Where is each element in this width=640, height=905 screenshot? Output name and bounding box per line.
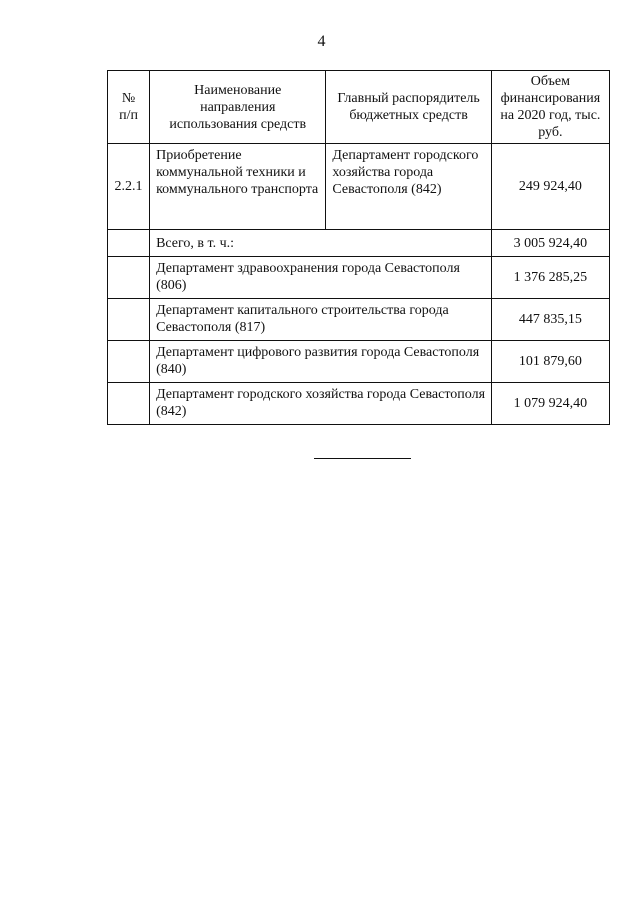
header-funding-amount: Объем финансирования на 2020 год, тыс. руб.	[491, 71, 609, 144]
department-label: Департамент цифрового развития города Севастополя (840)	[150, 341, 492, 383]
department-label: Департамент здравоохранения города Севастополя (806)	[150, 257, 492, 299]
department-amount: 1 079 924,40	[491, 383, 609, 425]
row-budget-manager: Департамент городского хозяйства города Севастополя (842)	[326, 144, 491, 230]
department-amount: 1 376 285,25	[491, 257, 609, 299]
header-num: № п/п	[108, 71, 150, 144]
empty-num-cell	[108, 341, 150, 383]
row-amount: 249 924,40	[491, 144, 609, 230]
header-budget-manager: Главный распорядитель бюджетных средств	[326, 71, 491, 144]
empty-num-cell	[108, 383, 150, 425]
total-label: Всего, в т. ч.:	[150, 230, 492, 257]
department-row	[108, 299, 610, 341]
header-direction: Наименование направления использования средств	[150, 71, 326, 144]
total-row	[108, 230, 610, 257]
empty-num-cell	[108, 257, 150, 299]
page-number: 4	[317, 33, 326, 50]
empty-num-cell	[108, 230, 150, 257]
table-row	[108, 144, 610, 230]
department-row	[108, 383, 610, 425]
financing-table	[107, 70, 610, 425]
department-label: Департамент капитального строительства города Севастополя (817)	[150, 299, 492, 341]
department-amount: 101 879,60	[491, 341, 609, 383]
department-amount: 447 835,15	[491, 299, 609, 341]
row-direction: Приобретение коммунальной техники и коммунального транспорта	[150, 144, 326, 230]
department-label: Департамент городского хозяйства города Севастополя (842)	[150, 383, 492, 425]
total-amount: 3 005 924,40	[491, 230, 609, 257]
row-number: 2.2.1	[108, 144, 150, 230]
closing-divider	[314, 458, 411, 459]
table-header-row	[108, 71, 610, 144]
department-row	[108, 257, 610, 299]
department-row	[108, 341, 610, 383]
empty-num-cell	[108, 299, 150, 341]
